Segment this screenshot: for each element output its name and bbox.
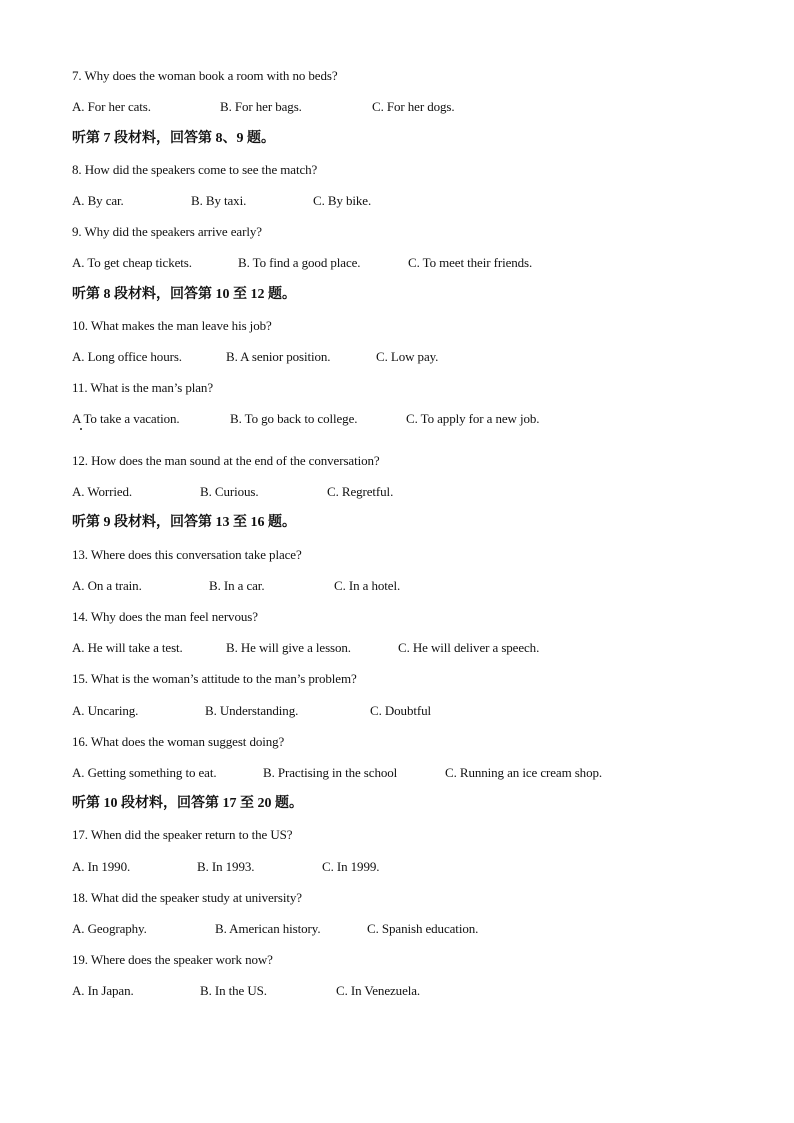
options-15: [72, 703, 722, 719]
options-10: [72, 349, 722, 365]
section-heading-9: 听第 9 段材料，回答第 13 至 16 题。: [72, 515, 296, 530]
question-9: 9. Why did the speakers arrive early?: [72, 224, 262, 239]
option-b: B. In 1993.: [197, 859, 255, 874]
options-19: [72, 983, 722, 999]
option-a: A. For her cats.: [72, 99, 151, 114]
stray-dot: [80, 428, 82, 430]
options-7: [72, 99, 722, 115]
options-13: [72, 578, 722, 594]
question-10: 10. What makes the man leave his job?: [72, 318, 272, 333]
option-b: B. American history.: [215, 921, 321, 936]
question-17: 17. When did the speaker return to the US?: [72, 827, 293, 842]
options-16: [72, 765, 722, 781]
option-a: A. Worried.: [72, 484, 133, 499]
question-8: 8. How did the speakers come to see the match?: [72, 162, 318, 177]
question-7: 7. Why does the woman book a room with no beds?: [72, 68, 338, 83]
option-c: C. In Venezuela.: [336, 983, 421, 998]
question-11: 11. What is the man’s plan?: [72, 380, 213, 395]
options-9: [72, 255, 722, 271]
option-c: C. Spanish education.: [367, 921, 479, 936]
option-c: C. He will deliver a speech.: [398, 640, 540, 655]
option-b: B. Practising in the school: [263, 765, 398, 780]
option-a: A. Getting something to eat.: [72, 765, 217, 780]
option-b: B. For her bags.: [220, 99, 302, 114]
options-14: [72, 640, 722, 656]
option-b: B. Curious.: [200, 484, 259, 499]
options-8: [72, 193, 722, 209]
section-heading-7: 听第 7 段材料，回答第 8、9 题。: [72, 131, 275, 146]
option-a: A To take a vacation.: [72, 411, 180, 426]
option-b: B. To find a good place.: [238, 255, 361, 270]
question-12: 12. How does the man sound at the end of the conversation?: [72, 453, 380, 468]
option-a: A. Long office hours.: [72, 349, 182, 364]
question-18: 18. What did the speaker study at university?: [72, 890, 302, 905]
option-b: B. In the US.: [200, 983, 267, 998]
option-c: C. Doubtful: [370, 703, 432, 718]
options-17: [72, 859, 722, 875]
option-b: B. To go back to college.: [230, 411, 358, 426]
option-c: C. In a hotel.: [334, 578, 401, 593]
question-19: 19. Where does the speaker work now?: [72, 952, 273, 967]
option-b: B. In a car.: [209, 578, 265, 593]
question-16: 16. What does the woman suggest doing?: [72, 734, 285, 749]
option-a: A. On a train.: [72, 578, 142, 593]
option-a: A. By car.: [72, 193, 124, 208]
option-b: B. By taxi.: [191, 193, 247, 208]
option-b: B. He will give a lesson.: [226, 640, 351, 655]
question-15: 15. What is the woman’s attitude to the man’s problem?: [72, 671, 357, 686]
question-13: 13. Where does this conversation take place?: [72, 547, 302, 562]
option-c: C. Low pay.: [376, 349, 439, 364]
option-a: A. To get cheap tickets.: [72, 255, 192, 270]
options-18: [72, 921, 722, 937]
option-c: C. Running an ice cream shop.: [445, 765, 603, 780]
options-12: [72, 484, 722, 500]
option-a: A. He will take a test.: [72, 640, 183, 655]
options-11: [72, 411, 722, 427]
section-heading-8: 听第 8 段材料，回答第 10 至 12 题。: [72, 287, 296, 302]
option-c: C. To apply for a new job.: [406, 411, 540, 426]
option-a: A. In 1990.: [72, 859, 131, 874]
option-c: C. In 1999.: [322, 859, 380, 874]
option-a: A. Uncaring.: [72, 703, 139, 718]
option-c: C. To meet their friends.: [408, 255, 533, 270]
option-a: A. In Japan.: [72, 983, 134, 998]
option-c: C. For her dogs.: [372, 99, 455, 114]
section-heading-10: 听第 10 段材料，回答第 17 至 20 题。: [72, 796, 303, 811]
option-b: B. A senior position.: [226, 349, 331, 364]
option-a: A. Geography.: [72, 921, 147, 936]
option-c: C. By bike.: [313, 193, 372, 208]
option-b: B. Understanding.: [205, 703, 299, 718]
question-14: 14. Why does the man feel nervous?: [72, 609, 258, 624]
option-c: C. Regretful.: [327, 484, 394, 499]
